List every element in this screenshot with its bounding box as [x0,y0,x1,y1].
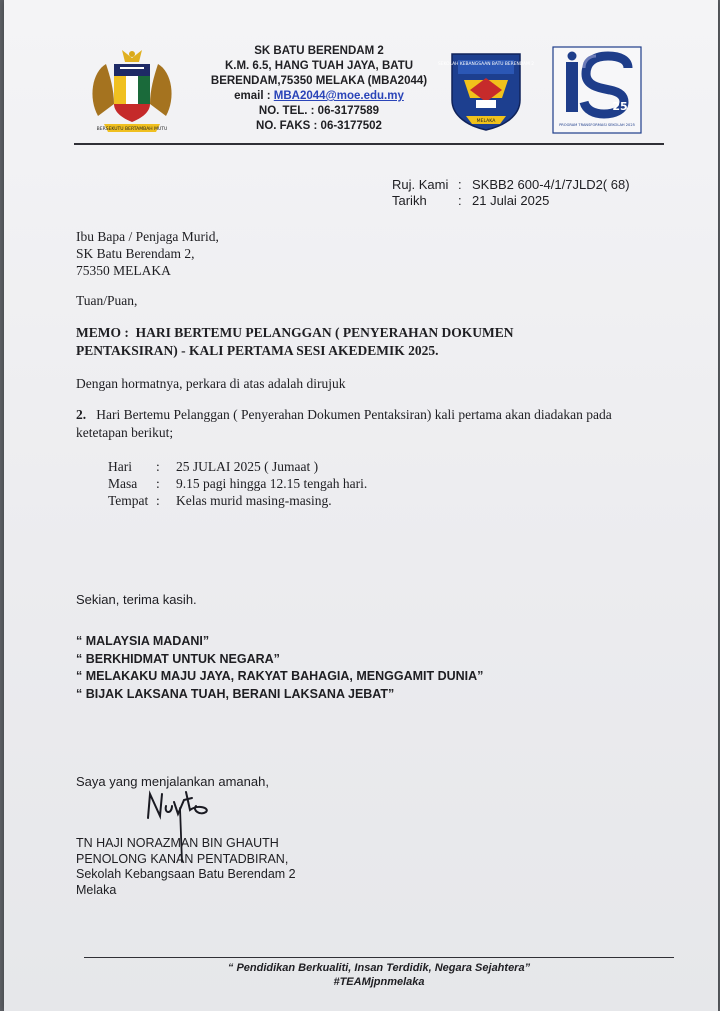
detail-row: Masa : 9.15 pagi hingga 12.15 tengah hari. [108,476,368,491]
paragraph-number: 2. [76,407,87,422]
paragraph-text: Hari Bertemu Pelanggan ( Penyerahan Dokumen Pentaksiran) kali pertama akan diadakan pada ketetapan berikut; [76,407,612,440]
signer-name: TN HAJI NORAZMAN BIN GHAUTH [76,836,279,850]
memo-label: MEMO : [76,325,129,340]
motto-item: “ BERKHIDMAT UNTUK NEGARA” [76,651,280,666]
detail-key: Masa [108,476,138,491]
signer-org: Sekolah Kebangsaan Batu Berendam 2 [76,867,296,881]
school-letterhead [194,44,444,134]
tel-number: NO. TEL. : 06-3177589 [258,105,380,117]
motto-item: “ MELAKAKU MAJU JAYA, RAKYAT BAHAGIA, MENGGAMIT DUNIA” [76,669,484,683]
motto-item: “ BIJAK LAKSANA TUAH, BERANI LAKSANA JEBAT” [76,686,395,701]
footer [84,961,674,989]
email-label: email : [234,90,271,102]
badge-top-text: SEKOLAH KEBANGSAAN BATU BERENDAM 2 [437,62,535,67]
memo-subject [76,324,636,360]
motto-item: “ MALAYSIA MADANI” [76,634,210,648]
header-divider [74,143,664,145]
detail-row: Tempat : Kelas murid masing-masing. [108,493,332,508]
fax-number: NO. FAKS : 06-3177502 [256,120,382,132]
reference-row: Ruj. Kami : SKBB2 600-4/1/7JLD2( 68) [392,177,630,192]
footer-hashtag: #TEAMjpnmelaka [333,976,425,988]
memo-line1: HARI BERTEMU PELANGGAN ( PENYERAHAN DOKUMEN [135,325,514,340]
school-address-line2: BERENDAM,75350 MELAKA (MBA2044) [210,75,428,87]
event-details [108,458,367,509]
detail-key: Tempat [108,493,149,508]
signer-title: PENOLONG KANAN PENTADBIRAN, [76,851,289,866]
paragraph-2 [76,406,646,442]
detail-key: Hari [108,459,132,474]
logo-number: 25 [612,100,628,113]
email-link[interactable]: MBA2044@moe.edu.my [273,90,404,102]
letter-page [4,0,718,1011]
recipient-address [76,228,219,279]
logo-caption: PROGRAM TRANSFORMASI SEKOLAH 2025 [559,123,635,127]
detail-value: Kelas murid masing-masing. [176,493,332,508]
school-name: SK BATU BERENDAM 2 [254,45,384,57]
badge-bottom-text: MELAKA [476,119,496,124]
reference-value: SKBB2 600-4/1/7JLD2( 68) [472,177,630,192]
email-row [194,89,444,104]
intro-text: Dengan hormatnya, perkara di atas adalah dirujuk [76,376,346,391]
signer-block [76,836,296,898]
date-value: 21 Julai 2025 [472,193,550,208]
recipient-line2: SK Batu Berendam 2, [76,246,195,261]
svg-text:BERSEKUTU BERTAMBAH MUTU: BERSEKUTU BERTAMBAH MUTU [96,127,168,132]
signoff-text: Saya yang menjalankan amanah, [76,774,269,789]
signer-state: Melaka [76,882,117,897]
memo-line2: PENTAKSIRAN) - KALI PERTAMA SESI AKEDEMIK 2025. [76,343,439,358]
recipient-line3: 75350 MELAKA [76,263,171,278]
reference-block [392,177,630,209]
recipient-line1: Ibu Bapa / Penjaga Murid, [76,229,219,244]
motto-list [76,633,483,703]
footer-divider [84,957,674,958]
reference-label: Ruj. Kami [392,177,449,192]
detail-value: 9.15 pagi hingga 12.15 tengah hari. [176,476,368,491]
date-label: Tarikh [392,193,427,208]
school-address-line1: K.M. 6.5, HANG TUAH JAYA, BATU [224,60,414,72]
coat-of-arms-logo [84,46,180,136]
detail-row: Hari : 25 JULAI 2025 ( Jumaat ) [108,459,319,474]
detail-value: 25 JULAI 2025 ( Jumaat ) [176,459,319,474]
school-badge-logo [437,50,535,132]
transformation-program-logo [552,46,642,134]
closing-text: Sekian, terima kasih. [76,592,197,607]
salutation: Tuan/Puan, [76,293,138,308]
footer-slogan: “ Pendidikan Berkualiti, Insan Terdidik, Negara Sejahtera” [227,962,531,974]
date-row: Tarikh : 21 Julai 2025 [392,193,550,208]
